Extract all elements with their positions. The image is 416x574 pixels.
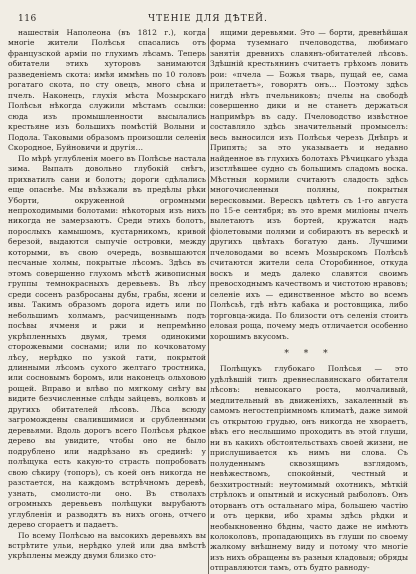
- text-columns: [8, 28, 408, 574]
- section-break: * * *: [284, 349, 334, 360]
- paragraph: нашествія Наполеона (въ 1812 г.), когда многіе жители Полѣсья спасались отъ французской арміи по глухимъ лѣсамъ. Теперь обитатели этихъ хуторовъ занимаются разведеніемъ скота: имѣя иммѣнь по 10 головъ рогатаго скота, по сту овецъ, много сѣна и пчелъ. Наконецъ, глухія мѣста Мозырскаго Полѣсья нѣкогда служили мѣстамъ ссылки: сюда изъ промышленности высылались крестьяне изъ большихъ помѣстій Волыни и Подола. Таковыми образомъ произошли селенія Скородное, Буйновичи и другія…: [8, 28, 206, 153]
- left-column: [8, 28, 206, 574]
- paragraph: По всему Полѣсью на высокихъ деревьяхъ вы встрѣтите ульи, нерѣдко улей или два вмѣстѣ укрѣплены между двумя близко сто-: [8, 530, 206, 561]
- paragraph: По мѣрѣ углубленія моего въ Полѣсье настала зима. Выпалъ довольно глубокій снѣгъ, прихватилъ сани и болотъ; дороги сдѣлались еще опаснѣе. Мы въѣзжали въ предѣлы рѣки Уборти, окруженной огромными непроходимыми болотами: нѣкоторыя изъ нихъ никогда не замерзаютъ. Среди этихъ болотъ, порослыхъ камышомъ, кустарникомъ, кривой березой, выдаются сыпучіе островки, между которыми, въ свою очередь, возвышаются песчаные холмы, покрытые лѣсомъ. Здѣсь въ этомъ совершенно глухомъ мѣстѣ живописныя группы темнокрасныхъ деревьевъ. Въ лѣсу среди сосенъ разбросаны дубы, грабы, ясени и ивы. Такимъ образомъ дорога идетъ или по небольшимъ холмамъ, расчищеннымъ подъ посѣвы ячменя и ржи и непремѣнно укрѣпленныхъ двумя, тремя одинокими сторожевыми соснами; или по кочковатому лѣсу, нерѣдко по узкой гати, покрытой длинными лѣсомъ сухого желтаго тростника, или сосновымъ боромъ, или наконецъ ольховою рощей. Вправо и влѣво по мягкому снѣгу вы видите безчисленные слѣды зайцевъ, волковъ и другихъ обитателей лѣсовъ. Лѣса всюду загромождены свалившимися и срубленными деревьями. Вдоль дорогъ всего Полѣсья рѣдкое дерево вы увидите, чтобы оно не было подрублено или надрѣзано въ срединѣ: у полѣщука есть какую-то страсть попробовать свою сѣкиру (топоръ), съ коей онъ никогда не разстается, на каждомъ встрѣчномъ деревѣ, узнать, смолисто-ли оно. Въ стволахъ огромныхъ деревьевъ полѣщуки вырубаютъ углубленія и разводятъ въ нихъ огонь, отчего дерево сгораетъ и падаетъ.: [8, 153, 206, 530]
- paragraph: Полѣщукъ глубокаго Полѣсья — это удѣлѣвшій типъ древнеславянскаго обитателя лѣсовъ: невысокаго роста, молчаливый, медлительный въ движеніяхъ, закаленный въ самомъ негостепріимномъ климатѣ, даже зимой съ открытою грудью, онъ никогда не хвораетъ, вѣкъ его неслышимо проходитъ въ этой глуши, ни въ какихъ обстоятельствахъ своей жизни, не прислушивается къ нимъ ни слова. Съ полуденнымъ сквозящимъ взглядомъ, невѣжествомъ, спокойный, честный и безхитростный: неутомимый охотникъ, мѣткій стрѣлокъ и опытный и искусный рыболовъ. Онъ оторванъ отъ остальнаго міра, большею частію и отъ церкви, ибо храмы здѣсь рѣдки и необыкновенно бѣдны, часто даже не имѣютъ колоколовъ, пропадающихъ въ глуши по своему жалкому внѣшнему виду и потому что многіе изъ нихъ обращены въ разныя кладовыя; обряды отправляются тамъ, отъ будто равноду-: [210, 364, 409, 573]
- right-column: [210, 28, 408, 574]
- page-header: [8, 8, 408, 26]
- page-number: 116: [18, 14, 37, 24]
- running-title: ЧТЕНІЕ ДЛЯ ДѢТЕЙ.: [148, 14, 268, 24]
- column-divider: [208, 28, 209, 574]
- paragraph: ящими деревьями. Это — борти, древнѣйшая форма туземнаго пчеловодства, любимаго занятія древнихъ славянъ-обитателей лѣсовъ. Здѣшній крестьянинъ считаетъ грѣхомъ ловить рои: «пчела — Божья тварь, пущай ее, сама прилетаетъ», говорятъ онъ… Поэтому здѣсь нигдѣ нѣтъ пчельниковъ; пчелы на свободѣ совершенно дики и не станетъ держаться напримѣръ въ саду. Пчеловодство извѣстное составляло здѣсь значительный промыселъ: весь выносился изъ Полѣсья черезъ Днѣпръ и Припять; за это указываетъ и недавно найденное въ глухихъ болотахъ Рѣчицкаго уѣзда изстлѣвшее судно съ большимъ сладомъ воска. Мѣстныя кормили считаютъ сладость здѣсь многочисленныя поляны, покрытыя вересковыми. Верескъ цвѣтетъ съ 1-го августа по 15-е сентября; въ это время миліоны пчелъ вылетаютъ изъ бортей, кружатся надъ фіолетовыми полями и собираютъ въ верескѣ и другихъ цвѣтахъ богатую дань. Лучшими пчеловодами во всемъ Мозырскомъ Полѣсьѣ считаются жители села Сторобинное, откуда воскъ и медъ далеко славятся своимъ превосходнымъ качествомъ и чистотою нравовъ; селеніе ихъ — единственное мѣсто во всемъ Полѣсьѣ, гдѣ нѣтъ кабака и ростовщика, либо торговца-жида. По близости отъ селенія стоитъ еловая роща, почему медъ отличается особенно хорошимъ вкусомъ.: [210, 28, 408, 341]
